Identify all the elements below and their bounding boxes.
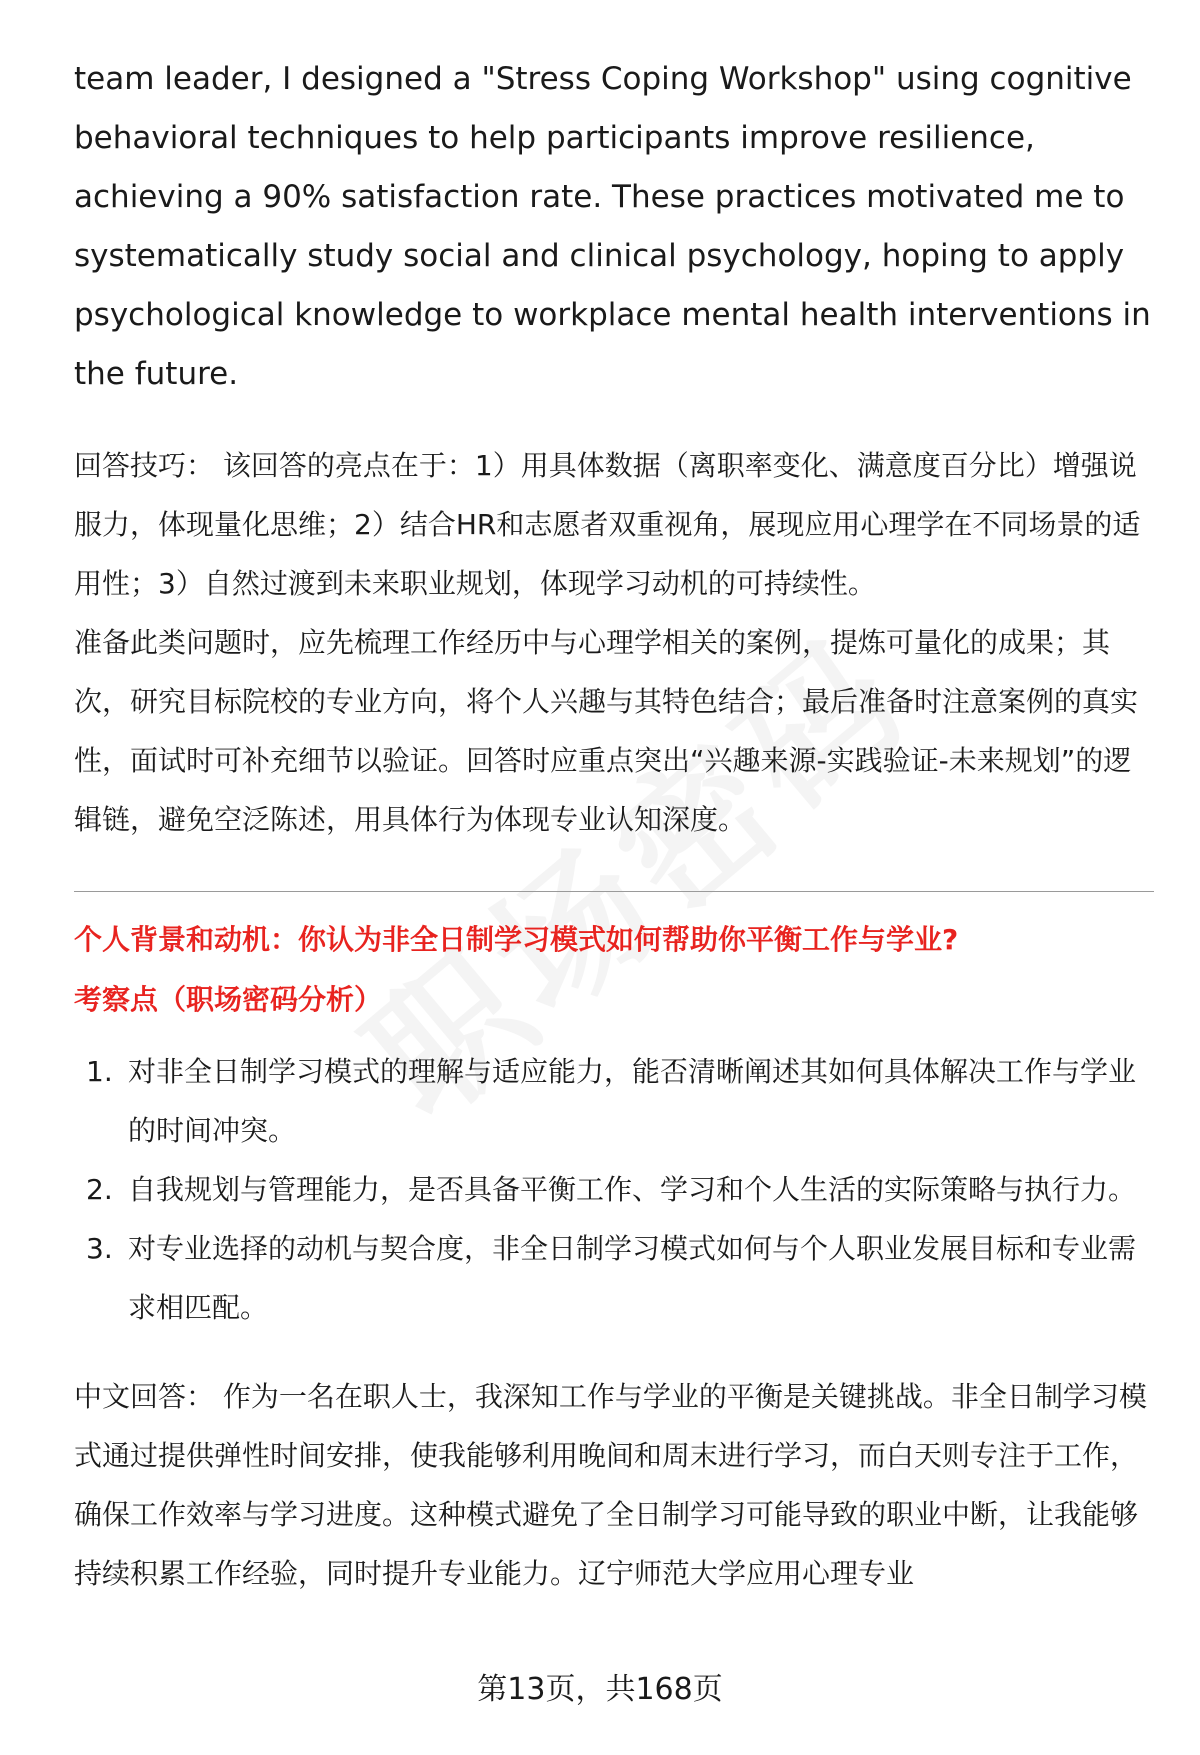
tips-label: 回答技巧： (74, 449, 215, 482)
answer-label: 中文回答： (74, 1380, 215, 1413)
focus-point-text: 自我规划与管理能力，是否具备平衡工作、学习和个人生活的实际策略与执行力。 (128, 1173, 1137, 1206)
focus-point (74, 1219, 1154, 1337)
section-divider (74, 891, 1154, 892)
question-title: 个人背景和动机：你认为非全日制学习模式如何帮助你平衡工作与学业? (74, 923, 959, 956)
focus-point-text: 对非全日制学习模式的理解与适应能力，能否清晰阐述其如何具体解决工作与学业的时间冲突。 (128, 1055, 1137, 1147)
focus-point (74, 1160, 1154, 1219)
focus-point-number: 3. (86, 1232, 113, 1265)
document-page (74, 50, 1154, 1603)
focus-point (74, 1042, 1154, 1160)
page-number: 第13页，共168页 (477, 1672, 723, 1707)
intro-paragraph: team leader, I designed a "Stress Coping Workshop" using cognitive behavioral techniques to help participants improve resilience, achieving a 90% satisfaction rate. These practices motivated me to systematically study social and clinical psychology, hoping to apply psychological knowledge to workplace mental health interventions in the future. (74, 61, 1151, 392)
focus-point-number: 2. (86, 1173, 113, 1206)
focus-point-number: 1. (86, 1055, 113, 1088)
focus-title: 考察点（职场密码分析） (74, 983, 383, 1016)
focus-points-list (74, 1042, 1154, 1337)
answer-text: 作为一名在职人士，我深知工作与学业的平衡是关键挑战。非全日制学习模式通过提供弹性时间安排，使我能够利用晚间和周末进行学习，而白天则专注于工作，确保工作效率与学习进度。这种模式避免了全日制学习可能导致的职业中断，让我能够持续积累工作经验，同时提升专业能力。辽宁师范大学应用心理专业 (74, 1380, 1147, 1590)
tips-paragraph (74, 436, 1154, 613)
focus-point-text: 对专业选择的动机与契合度，非全日制学习模式如何与个人职业发展目标和专业需求相匹配。 (128, 1232, 1137, 1324)
tips-section (74, 436, 1154, 849)
preparation-paragraph: 准备此类问题时，应先梳理工作经历中与心理学相关的案例，提炼可量化的成果；其次，研究目标院校的专业方向，将个人兴趣与其特色结合；最后准备时注意案例的真实性，面试时可补充细节以验证。回答时应重点突出“兴趣来源-实践验证-未来规划”的逻辑链，避免空泛陈述，用具体行为体现专业认知深度。 (74, 626, 1139, 836)
answer-paragraph (74, 1367, 1154, 1603)
tips-text: 该回答的亮点在于：1）用具体数据（离职率变化、满意度百分比）增强说服力，体现量化思维；2）结合HR和志愿者双重视角，展现应用心理学在不同场景的适用性；3）自然过渡到未来职业规划，体现学习动机的可持续性。 (74, 449, 1141, 600)
